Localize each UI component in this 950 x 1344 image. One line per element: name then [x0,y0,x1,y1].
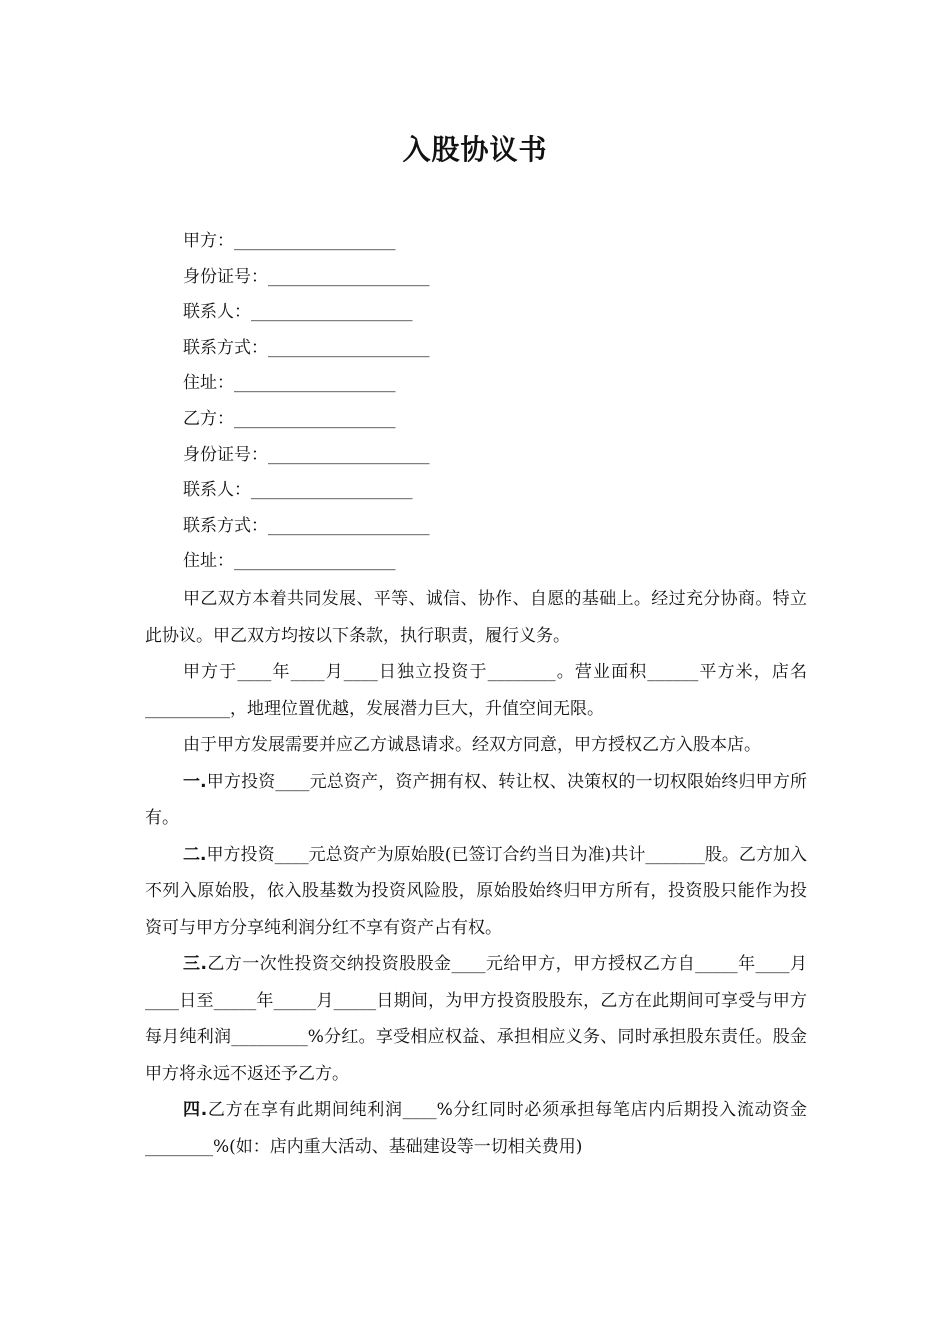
field-blank: ___________________ [234,408,396,429]
field-blank: ___________________ [234,231,396,251]
field-party-b-phone [183,509,823,545]
paragraph-text: 甲乙双方本着共同发展、平等、诚信、协作、自愿的基础上。经过充分协商。特立此协议。甲乙双方均按以下条款，执行职责，履行义务。 [145,589,807,646]
field-label: 联系方式： [183,515,268,536]
paragraph-investment-info [145,654,807,727]
field-party-b [183,402,823,438]
field-label: 联系人： [183,302,251,323]
paragraph-text: 乙方在享有此期间纯利润____%分红同时必须承担每笔店内后期投入流动资金________%(如：店内重大活动、基础建设等一切相关费用) [145,1100,807,1157]
field-blank: ___________________ [234,551,396,572]
field-label: 乙方： [183,408,234,429]
paragraph-text: 乙方一次性投资交纳投资股股金____元给甲方，甲方授权乙方自_____年____月____日至_____年_____月_____日期间，为甲方投资股股东，乙方在此期间可享受与甲方每月纯利润_________%分红。享受相应权益、承担相应义务、同时承担股东责任。股金甲方将永远不返还予乙方。 [145,954,807,1084]
field-label: 身份证号： [183,444,268,465]
clause-number: 四. [183,1100,208,1120]
clause-number: 一. [183,771,207,792]
field-blank: ___________________ [234,373,396,394]
field-label: 甲方： [183,231,234,251]
field-label: 住址： [183,373,234,394]
field-blank: ___________________ [268,444,430,465]
field-blank: ___________________ [268,515,430,536]
field-party-a-contact [183,295,823,331]
clause-number: 二. [183,844,207,865]
field-party-b-contact [183,473,823,509]
field-party-a-id [183,260,823,296]
field-label: 住址： [183,551,234,572]
field-party-a [183,224,823,260]
paragraph-preamble [145,581,807,654]
clause-4 [145,1092,807,1165]
field-label: 身份证号： [183,266,268,287]
field-party-a-phone [183,331,823,367]
paragraph-authorization [145,727,807,764]
field-blank: ___________________ [251,480,413,501]
paragraph-text: 甲方投资____元总资产，资产拥有权、转让权、决策权的一切权限始终归甲方所有。 [145,771,807,828]
paragraph-text: 甲方投资____元总资产为原始股(已签订合约当日为准)共计_______股。乙方加入不列入原始股，依入股基数为投资风险股，原始股始终归甲方所有，投资股只能作为投资可与甲方分享纯利润分红不享有资产占有权。 [145,844,807,938]
field-label: 联系人： [183,480,251,501]
field-party-b-address [183,544,823,580]
agreement-body [145,581,807,1165]
field-party-b-id [183,438,823,474]
clause-1 [145,764,807,837]
clause-3 [145,946,807,1092]
document-title: 入股协议书 [402,133,548,166]
field-blank: ___________________ [251,302,413,323]
field-blank: ___________________ [268,266,430,287]
field-party-a-address [183,366,823,402]
field-label: 联系方式： [183,337,268,358]
clause-number: 三. [183,954,207,974]
paragraph-text: 甲方于____年____月____日独立投资于________。营业面积______平方米，店名__________，地理位置优越，发展潜力巨大，升值空间无限。 [145,662,807,719]
clause-2 [145,837,807,947]
field-blank: ___________________ [268,337,430,358]
party-info-fields [183,224,823,580]
paragraph-text: 由于甲方发展需要并应乙方诚恳请求。经双方同意，甲方授权乙方入股本店。 [183,735,761,755]
